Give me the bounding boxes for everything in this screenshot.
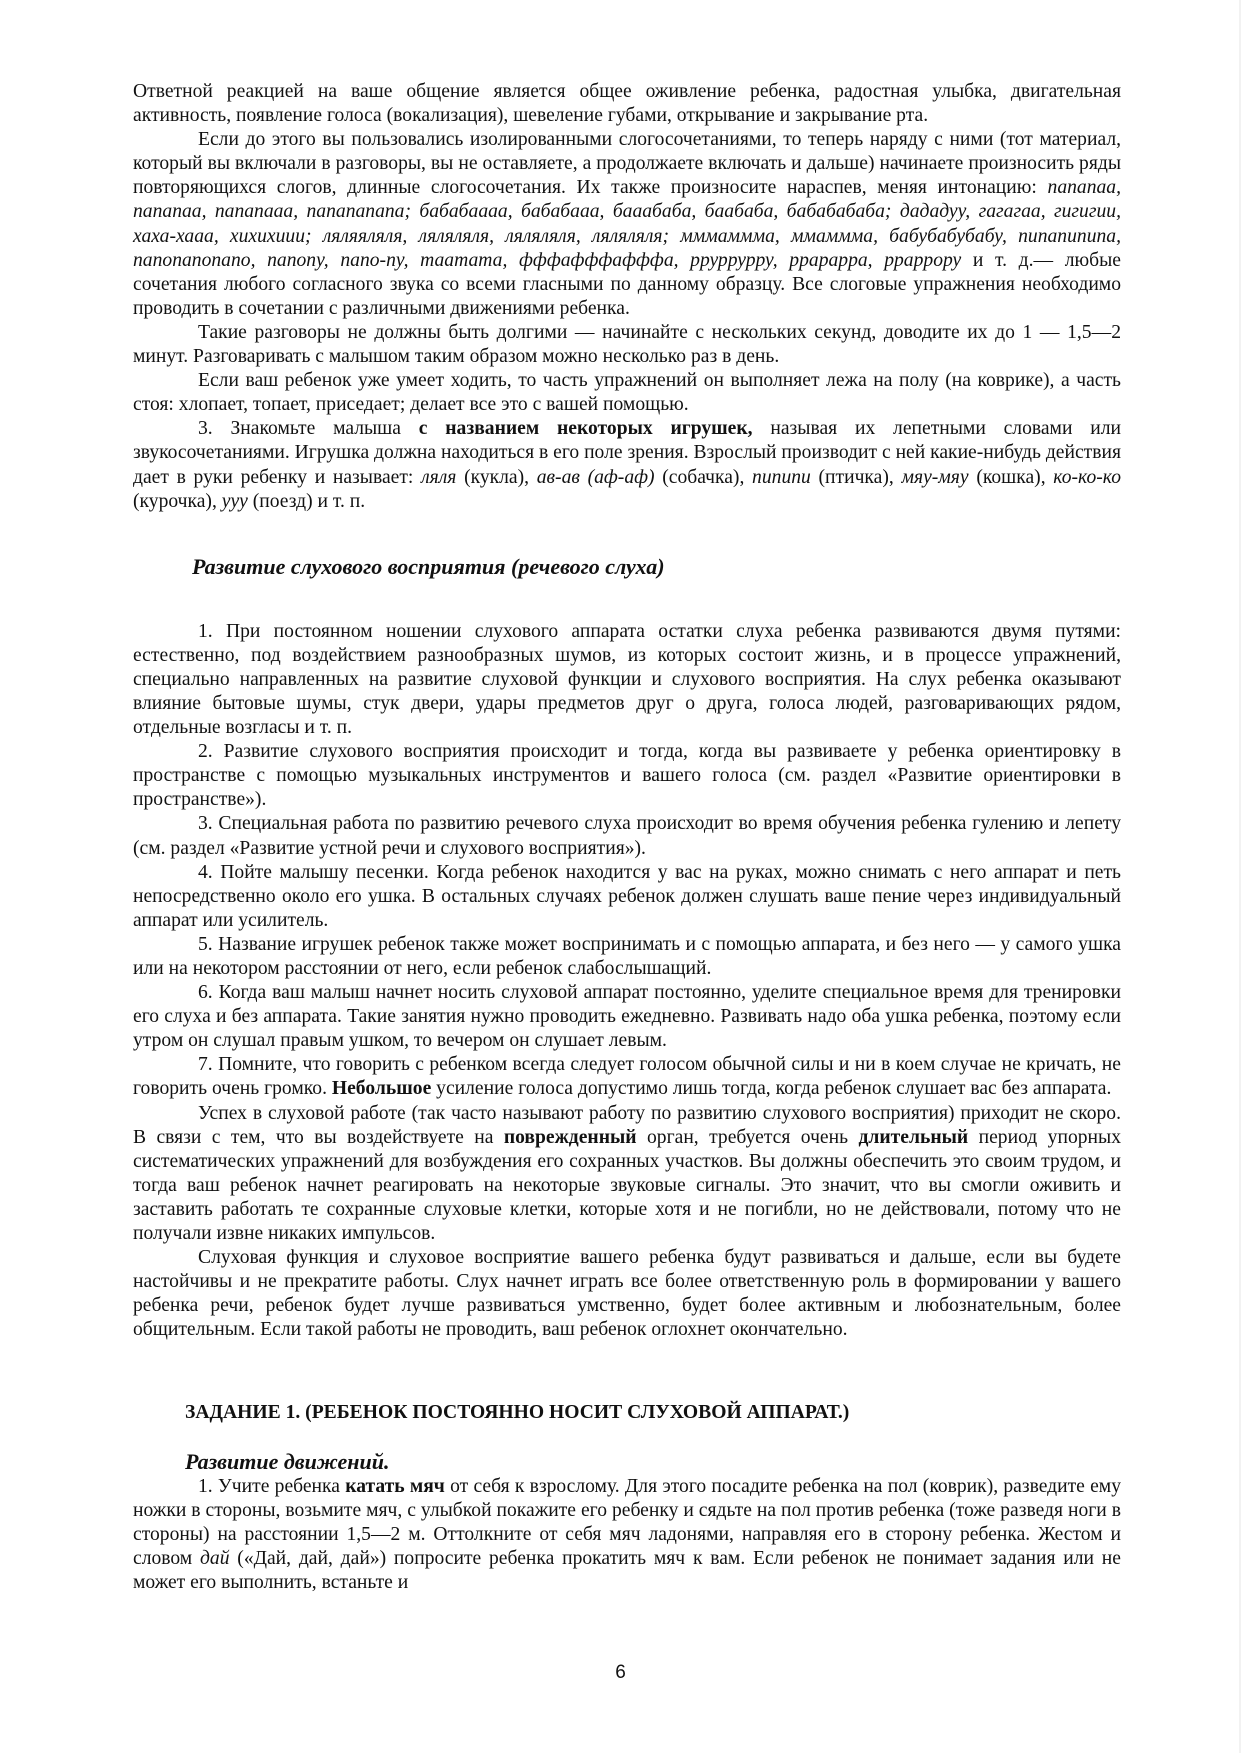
paragraph-text: 3. Знакомьте малыша [198,418,419,440]
emphasis: катать мяч [345,1475,445,1497]
paragraph-text: (кукла), [456,466,537,488]
babble-word: ав-ав (аф-аф) [536,466,655,488]
paragraph-text: (курочка), [133,490,222,512]
paragraph: 2. Развитие слухового восприятия происходит и тогда, когда вы развиваете у ребенка ориентировку в пространстве с помощью музыкальных инструментов и вашего голоса (см. раздел «Развитие ориентировки в пространстве»). [133,741,1121,811]
paragraph-text: Если до этого вы пользовались изолированными слогосочетаниями, то теперь наряду с ними (тот материал, который вы включали в разговоры, вы не оставляете, а продолжаете включать и дальше) начинаете произносить ряды повторяющихся слогов, длинные слогосочетания. Их также произносите нараспев, меняя интонацию: [133,129,1121,199]
paragraph [133,128,1121,321]
section-heading: Развитие слухового восприятия (речевого слуха) [192,553,665,579]
emphasis: поврежденный [503,1126,637,1148]
syllable-examples: папапаа, папапаа, папапааа, папапапапа; бабабаааа, бабабааа, баaабаба, баабаба, бабабабаба; дададуу, гагагаа, гигигии, хаха-хааа, хихихиии; ляляяляля, ляляляля, ляляляля, ляляляля; мммаммма, ммаммма, бабубабубабу, пипапипипа, папопапопапо, папопу, папо-пу, таатата, фффафффафффа, рруррурру, ррараррa, рраррору [133,177,1121,271]
babble-word: пипипи [752,466,811,488]
paragraph-text: от себя к взрослому. Для этого посадите ребенка на пол (коврик), разведите ему ножки в стороны, возьмите мяч, с улыбкой покажите его ребенку и сядьте на пол против ребенка (тоже разведя ноги в стороны) на расстоянии 1,5—2 м. Оттолкните от себя мяч ладонями, направляя его в сторону ребенка. Жестом и словом [133,1475,1122,1569]
paragraph: 1. При постоянном ношении слухового аппарата остатки слуха ребенка развиваются двумя путями: естественно, под воздействием разнообразных шумов, из которых состоит жизнь, и в процессе упражнений, специально направленных на развитие слуховой функции и слухового восприятия. На слух ребенка оказывают влияние бытовые шумы, стук двери, удары предметов друг о друга, голоса людей, разговаривающих рядом, отдельные возгласы и т. п. [133,620,1121,739]
paragraph: 5. Название игрушек ребенок также может воспринимать и с помощью аппарата, и без него — у самого ушка или на некотором расстоянии от него, если ребенок слабослышащий. [133,933,1121,979]
paragraph: 3. Специальная работа по развитию речевого слуха происходит во время обучения ребенка гулению и лепету (см. раздел «Развитие устной речи и слухового восприятия»). [133,813,1121,859]
paragraph-text: (поезд) и т. п. [247,490,366,512]
emphasis: Небольшое [331,1078,432,1100]
paragraph-text: (птичка), [810,466,902,488]
paragraph: Если ваш ребенок уже умеет ходить, то часть упражнений он выполняет лежа на полу (на коврике), а часть стоя: хлопает, топает, приседает; делает все это с вашей помощью. [133,370,1121,416]
paragraph [133,1053,1121,1101]
babble-word: дай [200,1547,230,1569]
paragraph-text: и т. д.— любые сочетания любого согласного звука со всеми гласными по данному образцу. Все слоговые упражнения необходимо проводить в сочетании с различными движениями ребенка. [133,249,1121,319]
paragraph-text: (собачка), [654,466,753,488]
emphasis: длительный [858,1126,969,1148]
paragraph: Такие разговоры не должны быть долгими — начинайте с нескольких секунд, доводите их до 1 — 1,5—2 минут. Разговаривать с малышом таким образом можно несколько раз в день. [133,321,1121,368]
paragraph: 6. Когда ваш малыш начнет носить слуховой аппарат постоянно, уделите специальное время для тренировки его слуха и без аппарата. Такие занятия нужно проводить ежедневно. Развивать надо оба ушка ребенка, поэтому если утром он слушал правым ушком, то вечером он слушает левым. [133,982,1121,1052]
emphasis: с названием некоторых игрушек, [418,418,753,440]
babble-word: ууу [221,490,248,512]
paragraph-text: называя их лепетными словами или звукосочетаниями. Игрушка должна находиться в его поле зрения. Взрослый производит с ней какие-нибудь действия дает в руки ребенку и называет: [133,418,1121,488]
paragraph [133,1102,1121,1247]
paragraph: Слуховая функция и слуховое восприятие вашего ребенка будут развиваться и дальше, если вы будете настойчивы и не прекратите работы. Слух начнет играть все более ответственную роль в формировании у вашего ребенка речи, ребенок будет лучше развиваться умственно, будет более активным и любознательным, более общительным. Если такой работы не проводить, ваш ребенок оглохнет окончательно. [133,1247,1121,1341]
paragraph-text: период упорных систематических упражнений для возбуждения его сохранных участков. Вы должны обеспечить это своим трудом, и тогда ваш ребенок начнет реагировать на некоторые звуковые сигналы. Это значит, что вы смогли оживить и заставить работать те сохранные слуховые клетки, которые хотя и не погибли, но не действовали, потому что не получали извне никаких импульсов. [133,1126,1121,1245]
paragraph [133,1475,1121,1595]
paragraph [133,417,1121,513]
task-heading: ЗАДАНИЕ 1. (РЕБЕНОК ПОСТОЯННО НОСИТ СЛУХОВОЙ АППАРАТ.) [185,1401,850,1423]
paragraph-text: орган, требуется очень [636,1126,859,1148]
babble-word: мяу-мяу [901,466,969,488]
paragraph-text: (кошка), [968,466,1054,488]
paragraph: Ответной реакцией на ваше общение является общее оживление ребенка, радостная улыбка, двигательная активность, появление голоса (вокализация), шевеление губами, открывание и закрывание рта. [133,81,1121,127]
paragraph-text: 1. Учите ребенка [198,1475,346,1497]
page-content [133,80,1121,1595]
page-number: 6 [615,1662,626,1683]
babble-word: ляля [421,466,457,488]
paragraph-text: («Дай, дай, дай») попросите ребенка прокатить мяч к вам. Если ребенок не понимает задания или не может его выполнить, встаньте и [133,1547,1121,1593]
paragraph-text: Успех в слуховой работе (так часто называют работу по развитию слухового восприятия) приходит не скоро. В связи с тем, что вы воздействуете на [133,1102,1121,1148]
subsection-heading: Развитие движений. [185,1448,390,1474]
paragraph: 4. Пойте малышу песенки. Когда ребенок находится у вас на руках, можно снимать с него аппарат и петь непосредственно около его ушка. В остальных случаях ребенок должен слушать ваше пение через индивидуальный аппарат или усилитель. [133,861,1121,931]
paragraph-text: 7. Помните, что говорить с ребенком всегда следует голосом обычной силы и ни в коем случае не кричать, не говорить очень громко. [133,1054,1121,1100]
paragraph-text: усиление голоса допустимо лишь тогда, когда ребенок слушает вас без аппарата. [431,1078,1112,1100]
babble-word: ко-ко-ко [1053,466,1121,488]
